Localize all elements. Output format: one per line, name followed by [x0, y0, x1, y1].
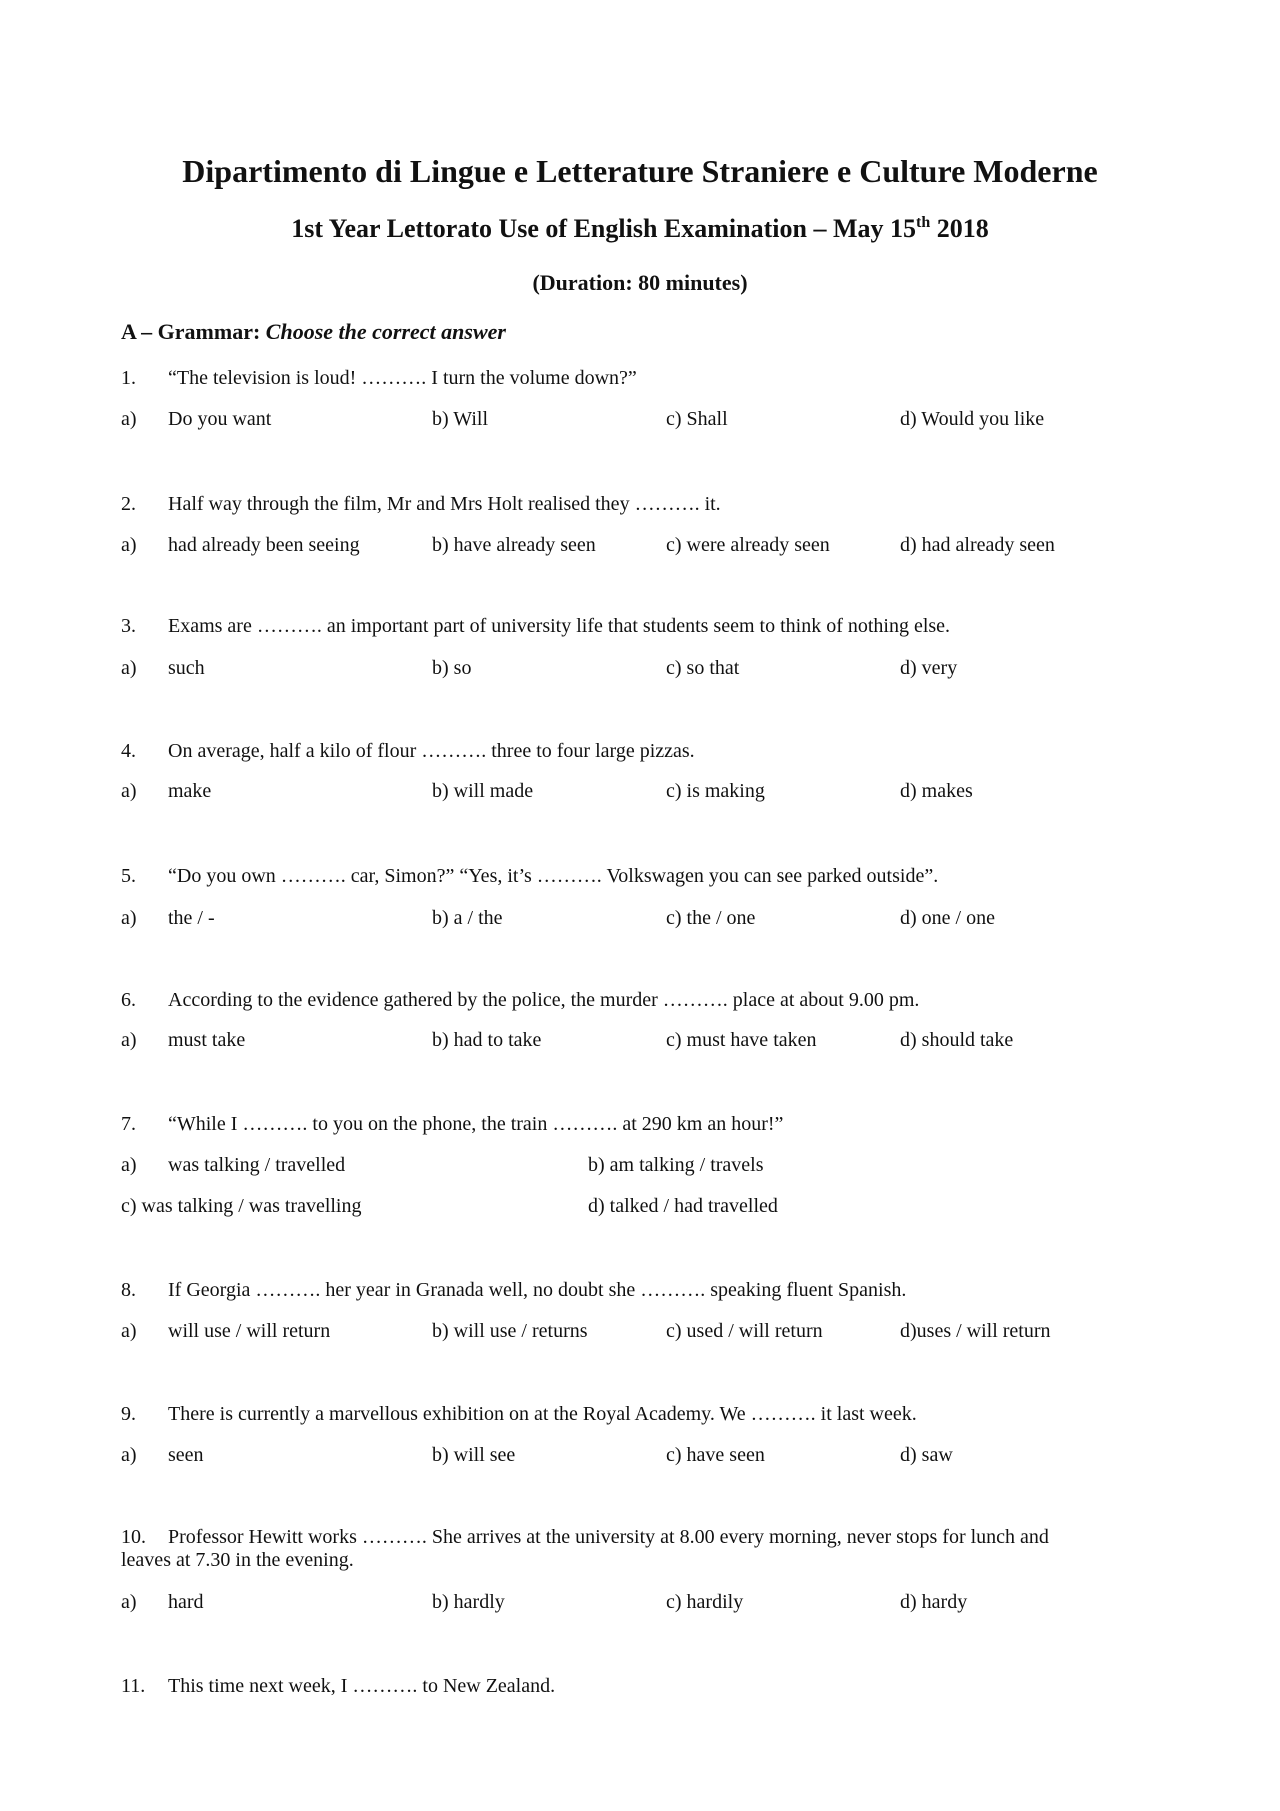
question-11: [121, 1674, 1221, 1698]
option-c: c) so that: [666, 657, 740, 679]
option-d: d) one / one: [900, 907, 995, 929]
option-a: hard: [168, 1591, 204, 1613]
option-a-label: a): [121, 534, 137, 556]
option-a-label: a): [121, 1029, 137, 1051]
option-a: such: [168, 657, 205, 679]
option-d: d) saw: [900, 1444, 953, 1466]
option-c: c) hardily: [666, 1591, 744, 1613]
question-10: [121, 1525, 1221, 1549]
question-4: [121, 739, 1221, 763]
exam-duration: (Duration: 80 minutes): [532, 270, 748, 295]
option-a-label: a): [121, 408, 137, 430]
subtitle-main: 1st Year Lettorato Use of English Examination – May 15: [291, 214, 916, 243]
option-d: d) Would you like: [900, 408, 1045, 430]
question-10-continued: [121, 1548, 1221, 1572]
question-4-options: [121, 779, 1221, 803]
option-d: d)uses / will return: [900, 1320, 1051, 1342]
question-1: [121, 366, 1221, 390]
question-6-options: [121, 1028, 1221, 1052]
question-number: 11.: [121, 1675, 146, 1697]
option-b: b) a / the: [432, 907, 503, 929]
option-a: had already been seeing: [168, 534, 360, 556]
question-7-options-row-2: [121, 1194, 1221, 1218]
option-a: the / -: [168, 907, 215, 929]
question-number: 8.: [121, 1279, 136, 1301]
option-c: c) used / will return: [666, 1320, 823, 1342]
question-number: 7.: [121, 1113, 136, 1135]
option-a: make: [168, 780, 212, 802]
option-d: d) makes: [900, 780, 973, 802]
option-b: b) will use / returns: [432, 1320, 588, 1342]
option-a-label: a): [121, 1591, 137, 1613]
question-text: If Georgia ………. her year in Granada well, no doubt she ………. speaking fluent Spanish.: [168, 1279, 907, 1301]
document-title: Dipartimento di Lingue e Letterature Straniere e Culture Moderne: [182, 153, 1098, 189]
question-text: “Do you own ………. car, Simon?” “Yes, it’s ………. Volkswagen you can see parked outside”.: [168, 865, 939, 887]
option-b: b) will see: [432, 1444, 516, 1466]
question-6: [121, 988, 1221, 1012]
option-a-label: a): [121, 1154, 137, 1176]
question-1-options: [121, 407, 1221, 431]
option-d: d) very: [900, 657, 958, 679]
question-9-options: [121, 1443, 1221, 1467]
option-a: was talking / travelled: [168, 1154, 346, 1176]
question-5-options: [121, 906, 1221, 930]
option-c: c) is making: [666, 780, 765, 802]
option-a-label: a): [121, 1320, 137, 1342]
option-d: d) hardy: [900, 1591, 968, 1613]
question-number: 6.: [121, 989, 136, 1011]
option-a: seen: [168, 1444, 204, 1466]
option-b: b) so: [432, 657, 472, 679]
option-a-label: a): [121, 780, 137, 802]
question-7-options-row-1: [121, 1153, 1221, 1177]
option-c: c) the / one: [666, 907, 756, 929]
question-number: 5.: [121, 865, 136, 887]
exam-subtitle: [0, 212, 1280, 246]
question-text: There is currently a marvellous exhibition on at the Royal Academy. We ………. it last week.: [168, 1403, 917, 1425]
option-b: b) am talking / travels: [588, 1154, 764, 1176]
question-8: [121, 1278, 1221, 1302]
question-text: “While I ………. to you on the phone, the train ………. at 290 km an hour!”: [168, 1113, 784, 1135]
option-b: b) hardly: [432, 1591, 505, 1613]
question-text: According to the evidence gathered by the police, the murder ………. place at about 9.00 pm.: [168, 989, 920, 1011]
option-d: d) had already seen: [900, 534, 1055, 556]
option-b: b) have already seen: [432, 534, 596, 556]
question-text: On average, half a kilo of flour ………. three to four large pizzas.: [168, 740, 695, 762]
question-text: Exams are ………. an important part of university life that students seem to think of nothing else.: [168, 615, 951, 637]
option-b: b) will made: [432, 780, 534, 802]
question-10-options: [121, 1590, 1221, 1614]
question-9: [121, 1402, 1221, 1426]
option-b: b) had to take: [432, 1029, 542, 1051]
question-number: 10.: [121, 1526, 146, 1548]
option-a: must take: [168, 1029, 246, 1051]
question-text: Half way through the film, Mr and Mrs Holt realised they ………. it.: [168, 493, 721, 515]
question-3-options: [121, 656, 1221, 680]
option-a-label: a): [121, 1444, 137, 1466]
option-a-label: a): [121, 907, 137, 929]
question-8-options: [121, 1319, 1221, 1343]
option-a: Do you want: [168, 408, 272, 430]
option-b: b) Will: [432, 408, 489, 430]
question-text-line-2: leaves at 7.30 in the evening.: [121, 1549, 354, 1571]
question-7: [121, 1112, 1221, 1136]
question-number: 2.: [121, 493, 136, 515]
option-c: c) have seen: [666, 1444, 765, 1466]
section-prefix: A – Grammar:: [121, 319, 266, 344]
question-number: 1.: [121, 367, 136, 389]
option-d: d) should take: [900, 1029, 1014, 1051]
question-2: [121, 492, 1221, 516]
question-3: [121, 614, 1221, 638]
section-heading: [121, 318, 506, 346]
option-c: c) were already seen: [666, 534, 830, 556]
question-5: [121, 864, 1221, 888]
option-c: c) must have taken: [666, 1029, 817, 1051]
subtitle-year: 2018: [930, 214, 989, 243]
option-c: c) Shall: [666, 408, 728, 430]
question-text: “The television is loud! ………. I turn the volume down?”: [168, 367, 637, 389]
question-text: This time next week, I ………. to New Zealand.: [168, 1675, 556, 1697]
option-d: d) talked / had travelled: [588, 1195, 778, 1217]
section-instruction: Choose the correct answer: [265, 319, 506, 344]
option-a: will use / will return: [168, 1320, 331, 1342]
question-text-line-1: Professor Hewitt works ………. She arrives at the university at 8.00 every morning, never stops for lunch and: [168, 1526, 1049, 1548]
option-c: c) was talking / was travelling: [121, 1195, 362, 1217]
question-number: 9.: [121, 1403, 136, 1425]
question-number: 3.: [121, 615, 136, 637]
question-2-options: [121, 533, 1221, 557]
question-number: 4.: [121, 740, 136, 762]
option-a-label: a): [121, 657, 137, 679]
subtitle-superscript: th: [915, 214, 931, 231]
